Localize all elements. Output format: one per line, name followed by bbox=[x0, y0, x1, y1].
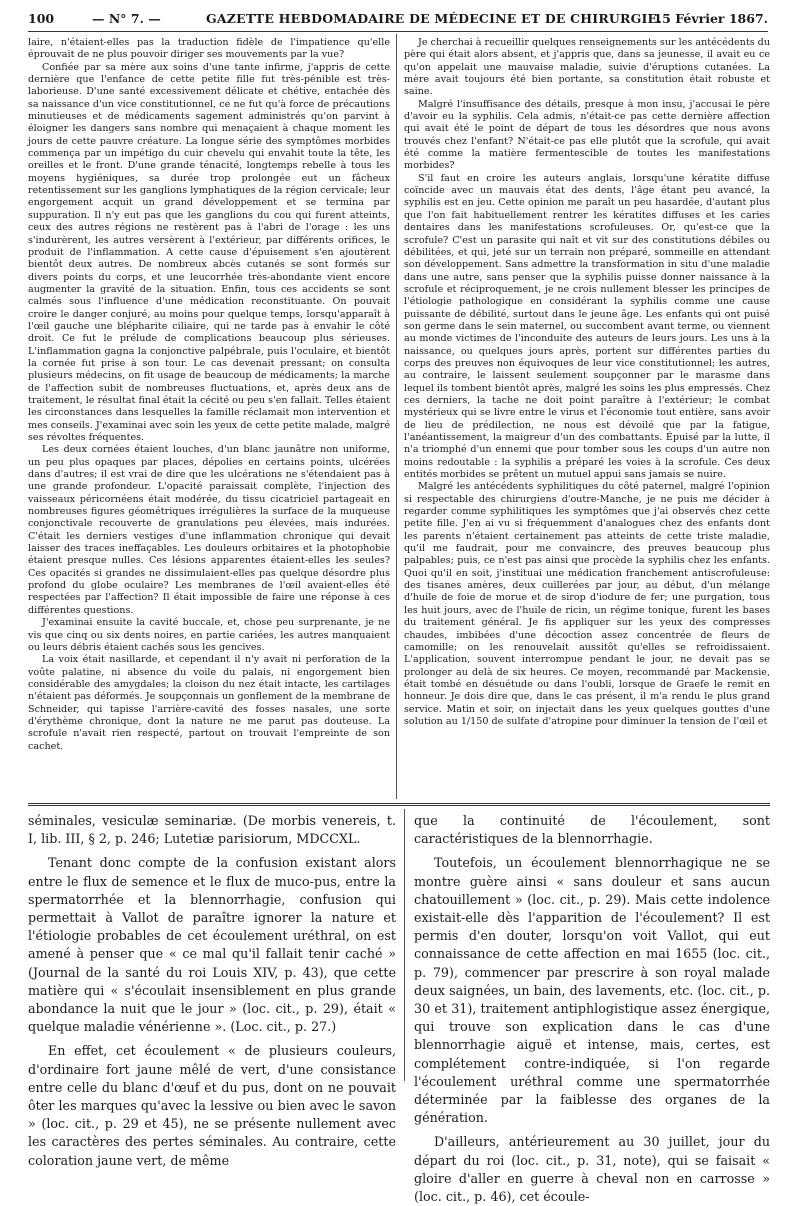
issue-date: 15 Février 1867. bbox=[653, 11, 768, 26]
paragraph: Malgré les antécédents syphilitiques du côté paternel, malgré l'opinion si respectable des chirurgiens d'outre-Manche, je ne puis me décider à regarder comme syphilitiques les symptômes que j'ai observés chez cette petite fille. J'en ai vu si fréquemment d'analogues chez des enfants dont les parents n'étaient certainement pas atteints de cette triste maladie, qu'il me faudrait, pour me convaincre, des preuves beaucoup plus palpables; puis, ce n'est pas ainsi que procède la syphilis chez les enfants. Quoi qu'il en soit, j'instituai une médication franchement antiscrofuleuse: des tisanes amères, deux cuillerées par jour, au début, d'un mélange d'huile de foie de morue et de sirop d'iodure de fer; une purgation, tous les huit jours, avec de l'huile de ricin, un régime tonique, furent les bases du traitement général. Je fis appliquer sur les yeux des compresses chaudes, imbibées d'une décoction assez concentrée de fleurs de camomille; on les renouvelait aussitôt qu'elles se refroidissaient. L'application, souvent interrompue pendant le jour, ne devait pas se prolonger au delà de six heures. Ce moyen, recommandé par Mackensie, était tombé en désuétude ou dans l'oubli, lorsque de Graefe le remit en honneur. Je dois dire que, dans le cas présent, il m'a rendu le plus grand service. Matin et soir, on injectait dans les yeux quelques gouttes d'une solution au 1/150 de sulfate d'atropine pour diminuer la tension de l'œil et bbox=[404, 481, 770, 727]
paragraph: Les deux cornées étaient louches, d'un blanc jaunâtre non uniforme, un peu plus opaques par places, dépolies en certains points, ulcérées dans d'autres; il est vrai de dire que les ulcérations ne s'étendaient pas à une grande profondeur. L'opacité paraissait complète, l'injection des vaisseaux péricornéens était modérée, du tissu cicatriciel partageait en nombreuses figures géométriques irrégulières la surface de la muqueuse conjonctivale recouverte de granulations peu élevées, mais indurées. C'était les derniers vestiges d'une inflammation chronique qui devait laisser des traces ineffaçables. Les douleurs orbitaires et la photophobie étaient presque nulles. Ces lésions apparentes étaient-elles les seules? Ces opacités si grandes ne dissimulaient-elles pas quelque désordre plus profond du globe oculaire? Les membranes de l'œil avaient-elles été respectées par l'affection? Il était impossible de faire une réponse à ces différentes questions. bbox=[28, 444, 390, 616]
journal-title: GAZETTE HEBDOMADAIRE DE MÉDECINE ET DE CHIRURGIE. bbox=[206, 11, 662, 26]
column-divider bbox=[396, 34, 397, 799]
paragraph: S'il faut en croire les auteurs anglais, lorsqu'une kératite diffuse coïncide avec un mauvais état des dents, l'âge étant peu avancé, la syphilis est en jeu. Cette opinion me paraît un peu hasardée, d'autant plus que l'on fait habituellement rentrer les kératites diffuses et les caries dentaires dans les manifestations scrofuleuses. Or, qu'est-ce que la scrofule? C'est un parasite qui naît et vit sur des constitutions débiles ou débilitées, et qui, jeté sur un terrain non préparé, sommeille en attendant son développement. Sans admettre la transformation in situ d'une maladie dans une autre, sans penser que la syphilis puisse donner naissance à la scrofule et réciproquement, je ne crois nullement blesser les principes de l'étiologie pathologique en considérant la syphilis comme une cause puissante de débilité, surtout dans le jeune âge. Les enfants qui ont puisé son germe dans le sein maternel, ou succombent avant terme, ou viennent au monde victimes de l'inconduite des auteurs de leurs jours. Les uns à la naissance, ou quelques jours après, portent sur différentes parties du corps des preuves non équivoques de leur vice constitutionnel; les autres, au contraire, le laissent seulement soupçonner par le marasme dans lequel ils tombent bientôt après, malgré les soins les plus empressés. Chez ces derniers, la tache ne doit point paraître à l'extérieur; le combat mystérieux qui se livre entre le virus et l'économie tout entière, sans avoir de lieu de prédilection, ne nous est dévoilé que par la fatigue, l'anéantissement, la maigreur d'un des combattants. Épuisé par la lutte, il n'a triomphé d'un ennemi que pour tomber sous les coups d'un autre non moins redoutable : la syphilis a préparé les voies à la scrofule. Ces deux entités morbides se prêtent un mutuel appui sans jamais se nuire. bbox=[404, 172, 770, 481]
page-number: 100 bbox=[28, 11, 55, 26]
section-divider bbox=[28, 803, 770, 806]
paragraph: Je cherchai à recueillir quelques renseignements sur les antécédents du père qui était alors absent, et j'appris que, dans sa jeunesse, il avait eu ce qu'on appelait une mauvaise maladie, suivie d'éruptions cutanées. La mère avait toujours été bien portante, sa constitution était robuste et saine. bbox=[404, 37, 770, 98]
page-header bbox=[28, 9, 768, 32]
paragraph: Toutefois, un écoulement blennorrhagique ne se montre guère ainsi « sans douleur et sans aucun chatouillement » (loc. cit., p. 29). Mais cette indolence existait-elle dès l'apparition de l'écoulement? Il est permis d'en douter, lorsqu'on voit Vallot, qui eut connaissance de cette affection en mai 1655 (loc. cit., p. 79), commencer par prescrire à son royal malade deux saignées, un bain, des lavements, etc. (loc. cit., p. 30 et 31), traitement antiphlogistique assez énergique, qui trouve son explication dans le cas d'une blennorrhagie aiguë et intense, mais, certes, est complétement contre-indiquée, si l'on regarde l'écoulement uréthral comme une spermatorrhée déterminée par la faiblesse des organes de la génération. bbox=[414, 855, 770, 1126]
lower-left-column bbox=[28, 812, 396, 1168]
paragraph: J'examinai ensuite la cavité buccale, et, chose peu surprenante, je ne vis que cinq ou six dents noires, en partie cariées, les autres manquaient ou leurs débris étaient cachés sous les gencives. bbox=[28, 617, 390, 653]
paragraph: En effet, cet écoulement « de plusieurs couleurs, d'ordinaire fort jaune mêlé de vert, d'une consistance entre celle du blanc d'œuf et du pus, dont on ne pouvait ôter les marques qu'avec la lessive ou bien avec le savon » (loc. cit., p. 29 et 45), ne se présente nullement avec les caractères des pertes séminales. Au contraire, cette coloration jaune vert, de même bbox=[28, 1043, 396, 1168]
paragraph: D'ailleurs, antérieurement au 30 juillet, jour du départ du roi (loc. cit., p. 31, note), qui se faisait « gloire d'aller en guerre à cheval non en carrosse » (loc. cit., p. 46), cet écoule- bbox=[414, 1134, 770, 1205]
paragraph: Tenant donc compte de la confusion existant alors entre le flux de semence et le flux de muco-pus, entre la spermatorrhée et la blennorrhagie, confusion qui permettait à Vallot de paraître ignorer la nature et l'étiologie probables de cet écoulement uréthral, on est amené à penser que « ce mal qu'il fallait tenir caché » (Journal de la santé du roi Louis XIV, p. 43), que cette matière qui « s'écoulait insensiblement en plus grande abondance la nuit que le jour » (loc. cit., p. 29), était « quelque maladie vénérienne ». (Loc. cit., p. 27.) bbox=[28, 855, 396, 1035]
upper-left-column bbox=[28, 37, 390, 800]
paragraph: laire, n'étaient-elles pas la traduction fidèle de l'impatience qu'elle éprouvait de ne plus pouvoir diriger ses mouvements par la vue? bbox=[28, 37, 390, 61]
paragraph: La voix était nasillarde, et cependant il n'y avait ni perforation de la voûte palatine, ni absence du voile du palais, ni engorgement bien considérable des amygdales; la cloison du nez était intacte, les cartilages n'étaient pas déformés. Je soupçonnais un gonflement de la membrane de Schneider, qui tapisse l'arrière-cavité des fosses nasales, une sorte d'érythème chronique, dont la nature ne me parut pas douteuse. La scrofule n'avait rien respecté, partout on trouvait l'empreinte de son cachet. bbox=[28, 654, 390, 752]
paragraph: Malgré l'insuffisance des détails, presque à mon insu, j'accusai le père d'avoir eu la syphilis. Cela admis, n'était-ce pas cette dernière affection qui avait été le point de départ de tous les désordres que nous avons trouvés chez l'enfant? N'était-ce pas elle plutôt que la scrofule, qui avait été comme la matière fermentescible de toutes les manifestations morbides? bbox=[404, 98, 770, 172]
column-divider bbox=[404, 809, 405, 1081]
paragraph: séminales, vesiculæ seminariæ. (De morbis venereis, t. I, lib. III, § 2, p. 246; Lutetiæ parisiorum, MDCCXL. bbox=[28, 813, 396, 847]
paragraph: que la continuité de l'écoulement, sont caractéristiques de la blennorrhagie. bbox=[414, 813, 770, 847]
paragraph: Confiée par sa mère aux soins d'une tante infirme, j'appris de cette dernière que l'enfance de cette petite fille fut très-pénible est très-laborieuse. D'une santé excessivement délicate et chétive, entachée dès sa naissance d'un vice constitutionnel, ce ne fut qu'à force de précautions minutieuses et de médicaments sagement administrés qu'on parvint à éloigner les dangers sans nombre qui menaçaient à chaque moment les jours de cette pauvre créature. La longue série des symptômes morbides commença par un impétigo du cuir chevelu qui envahit toute la tête, les oreilles et le front. D'une grande ténacité, longtemps rebelle à tous les moyens hygiéniques, sa durée trop prolongée eut un fâcheux retentissement sur les ganglions lymphatiques de la région cervicale; leur engorgement acquit un grand développement et se termina par suppuration. Il n'y eut pas que les ganglions du cou qui furent atteints, ceux des autres régions ne restèrent pas à l'abri de l'orage : les uns s'indurèrent, les autres versèrent à l'extérieur, par différents orifices, le produit de l'inflammation. A cette cause d'épuisement s'en ajoutèrent bientôt deux autres. De nombreux abcès cutanés se sont formés sur divers points du corps, et une leucorrhée très-abondante vient encore augmenter la gravité de la situation. Enfin, tous ces accidents se sont calmés sous l'influence d'une médication reconstituante. On pouvait croire le danger conjuré, au moins pour quelque temps, lorsqu'apparaît à l'œil gauche une blépharite ciliaire, qui ne tarde pas à envahir le côté droit. Ce fut le prélude de complications beaucoup plus sérieuses. L'inflammation gagna la conjonctive palpébrale, puis l'oculaire, et bientôt la cornée fut prise à son tour. Le cas devenait pressant; on consulta plusieurs médecins, on fit usage de beaucoup de médicaments; la marche de l'affection subit de nombreuses fluctuations, et, après deux ans de traitement, le résultat final était la cécité ou peu s'en fallait. Telles étaient les circonstances dans lesquelles la famille réclamait mon intervention et mes conseils. J'examinai avec soin les yeux de cette petite malade, malgré ses révoltes fréquentes. bbox=[28, 61, 390, 443]
lower-right-column bbox=[414, 812, 770, 1205]
issue-number: — N° 7. — bbox=[92, 11, 161, 26]
upper-right-column bbox=[404, 37, 770, 800]
